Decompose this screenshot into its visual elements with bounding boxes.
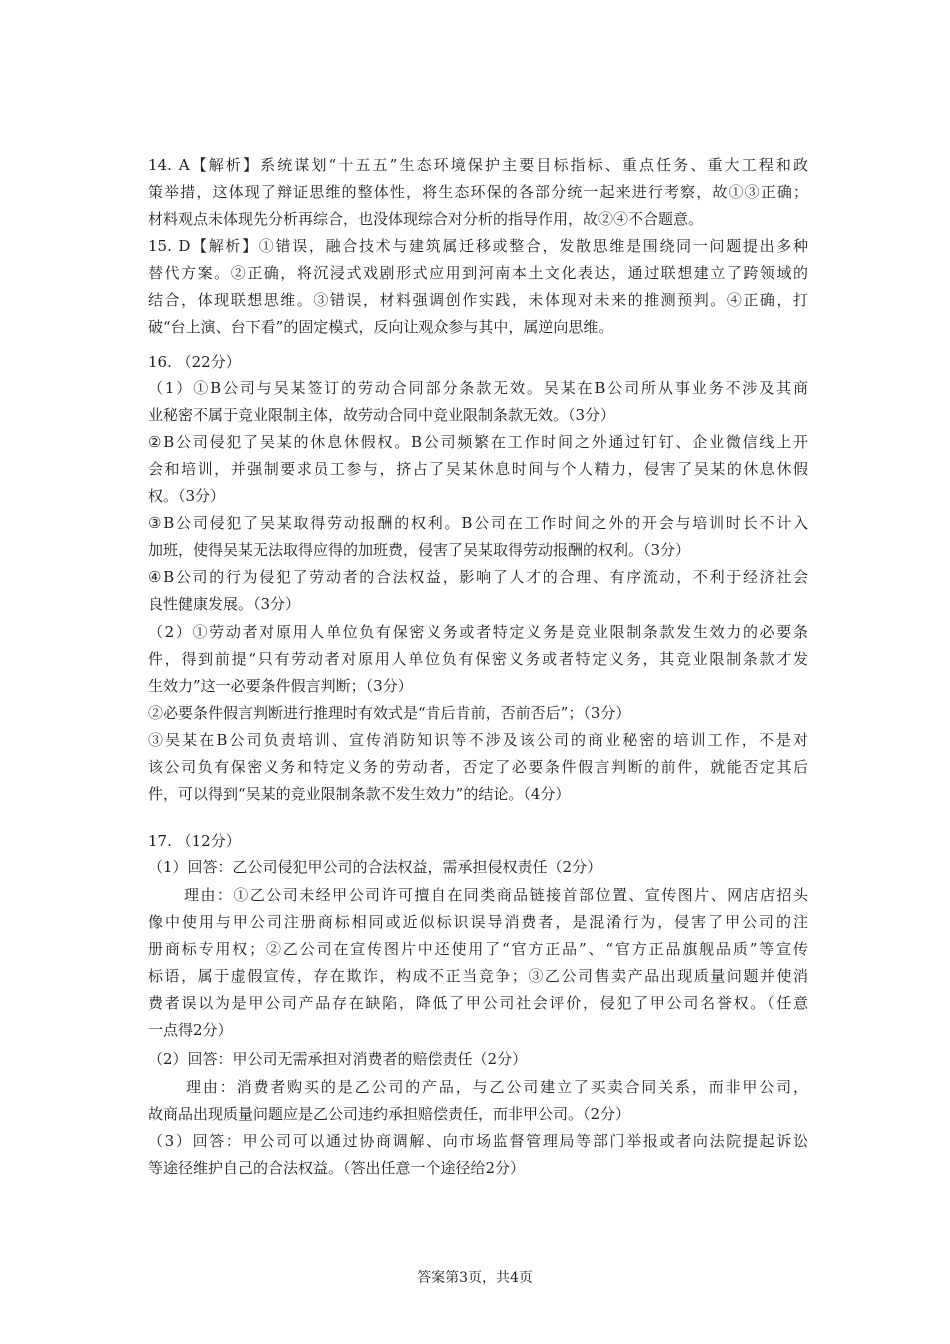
text-line: 故商品出现质量问题应是乙公司违约承担赔偿责任，而非甲公司。（2分） bbox=[148, 1105, 631, 1123]
text-line: 生效力”这一必要条件假言判断；（3分） bbox=[148, 677, 413, 695]
text-line: 业秘密不属于竞业限制主体，故劳动合同中竞业限制条款无效。（3分） bbox=[148, 406, 616, 424]
text-line: 16. （22分） bbox=[148, 353, 241, 371]
text-line: 15. D【解析】①错误，融合技术与建筑属迁移或整合，发散思维是围绕同一问题提出多种 bbox=[148, 237, 808, 255]
text-line: 权。（3分） bbox=[148, 487, 226, 505]
text-line: 策举措，这体现了辩证思维的整体性，将生态环保的各部分统一起来进行考察，故①③正确； bbox=[148, 183, 808, 201]
text-line: 理由：①乙公司未经甲公司许可擅自在同类商品链接首部位置、宣传图片、网店店招头 bbox=[184, 886, 808, 904]
text-line: 加班，使得吴某无法取得应得的加班费，侵害了吴某取得劳动报酬的权利。（3分） bbox=[148, 541, 691, 559]
text-line: 标语，属于虚假宣传，存在欺诈，构成不正当竞争；③乙公司售卖产品出现质量问题并使消 bbox=[148, 967, 808, 985]
text-line: 一点得2分） bbox=[148, 1021, 233, 1039]
text-line: （2）①劳动者对原用人单位负有保密义务或者特定义务是竞业限制条款发生效力的必要条 bbox=[148, 623, 808, 641]
text-line: （2）回答：甲公司无需承担对消费者的赔偿责任（2分） bbox=[148, 1050, 528, 1068]
text-line: （1）①B公司与吴某签订的劳动合同部分条款无效。吴某在B公司所从事业务不涉及其商 bbox=[148, 379, 808, 397]
text-line: 该公司负有保密义务和特定义务的劳动者，否定了必要条件假言判断的前件，就能否定其后 bbox=[148, 758, 808, 776]
text-line: 费者误以为是甲公司产品存在缺陷，降低了甲公司社会评价，侵犯了甲公司名誉权。（任意 bbox=[148, 994, 808, 1012]
text-line: 17. （12分） bbox=[148, 832, 241, 850]
text-line: 替代方案。②正确，将沉浸式戏剧形式应用到河南本土文化表达，通过联想建立了跨领域的 bbox=[148, 264, 808, 282]
text-line: 破“台上演、台下看”的固定模式，反向让观众参与其中，属逆向思维。 bbox=[148, 318, 614, 336]
text-line: 14. A【解析】系统谋划“十五五”生态环境保护主要目标指标、重点任务、重大工程和政 bbox=[148, 156, 808, 174]
text-line: ③吴某在B公司负责培训、宣传消防知识等不涉及该公司的商业秘密的培训工作，不是对 bbox=[148, 731, 808, 749]
text-line: 理由：消费者购买的是乙公司的产品，与乙公司建立了买卖合同关系，而非甲公司， bbox=[186, 1078, 808, 1096]
text-line: 材料观点未体现先分析再综合，也没体现综合对分析的指导作用，故②④不合题意。 bbox=[148, 210, 704, 228]
text-line: （3）回答：甲公司可以通过协商调解、向市场监督管理局等部门举报或者向法院提起诉讼 bbox=[148, 1132, 808, 1150]
text-line: 结合，体现联想思维。③错误，材料强调创作实践，未体现对未来的推测预判。④正确，打 bbox=[148, 291, 808, 309]
text-line: 等途径维护自己的合法权益。（答出任意一个途径给2分） bbox=[148, 1159, 526, 1177]
page-footer: 答案第3页，共4页 bbox=[417, 1270, 533, 1286]
text-line: ②必要条件假言判断进行推理时有效式是“肯后肯前，否前否后”；（3分） bbox=[148, 704, 631, 722]
text-line: 件，得到前提“只有劳动者对原用人单位负有保密义务或者特定义务，其竞业限制条款才发 bbox=[148, 650, 808, 668]
text-line: ②B公司侵犯了吴某的休息休假权。B公司频繁在工作时间之外通过钉钉、企业微信线上开 bbox=[148, 433, 808, 451]
text-line: 良性健康发展。（3分） bbox=[148, 595, 301, 613]
text-line: 册商标专用权；②乙公司在宣传图片中还使用了“官方正品”、“官方正品旗舰品质”等宣传 bbox=[148, 940, 808, 958]
text-line: ④B公司的行为侵犯了劳动者的合法权益，影响了人才的合理、有序流动，不利于经济社会 bbox=[148, 568, 808, 586]
text-line: 像中使用与甲公司注册商标相同或近似标识误导消费者，是混淆行为，侵害了甲公司的注 bbox=[148, 913, 808, 931]
text-line: 件，可以得到“吴某的竞业限制条款不发生效力”的结论。（4分） bbox=[148, 785, 571, 803]
text-line: ③B公司侵犯了吴某取得劳动报酬的权利。B公司在工作时间之外的开会与培训时长不计入 bbox=[148, 514, 808, 532]
text-line: （1）回答：乙公司侵犯甲公司的合法权益，需承担侵权责任（2分） bbox=[148, 858, 603, 876]
text-line: 会和培训，并强制要求员工参与，挤占了吴某休息时间与个人精力，侵害了吴某的休息休假 bbox=[148, 460, 808, 478]
